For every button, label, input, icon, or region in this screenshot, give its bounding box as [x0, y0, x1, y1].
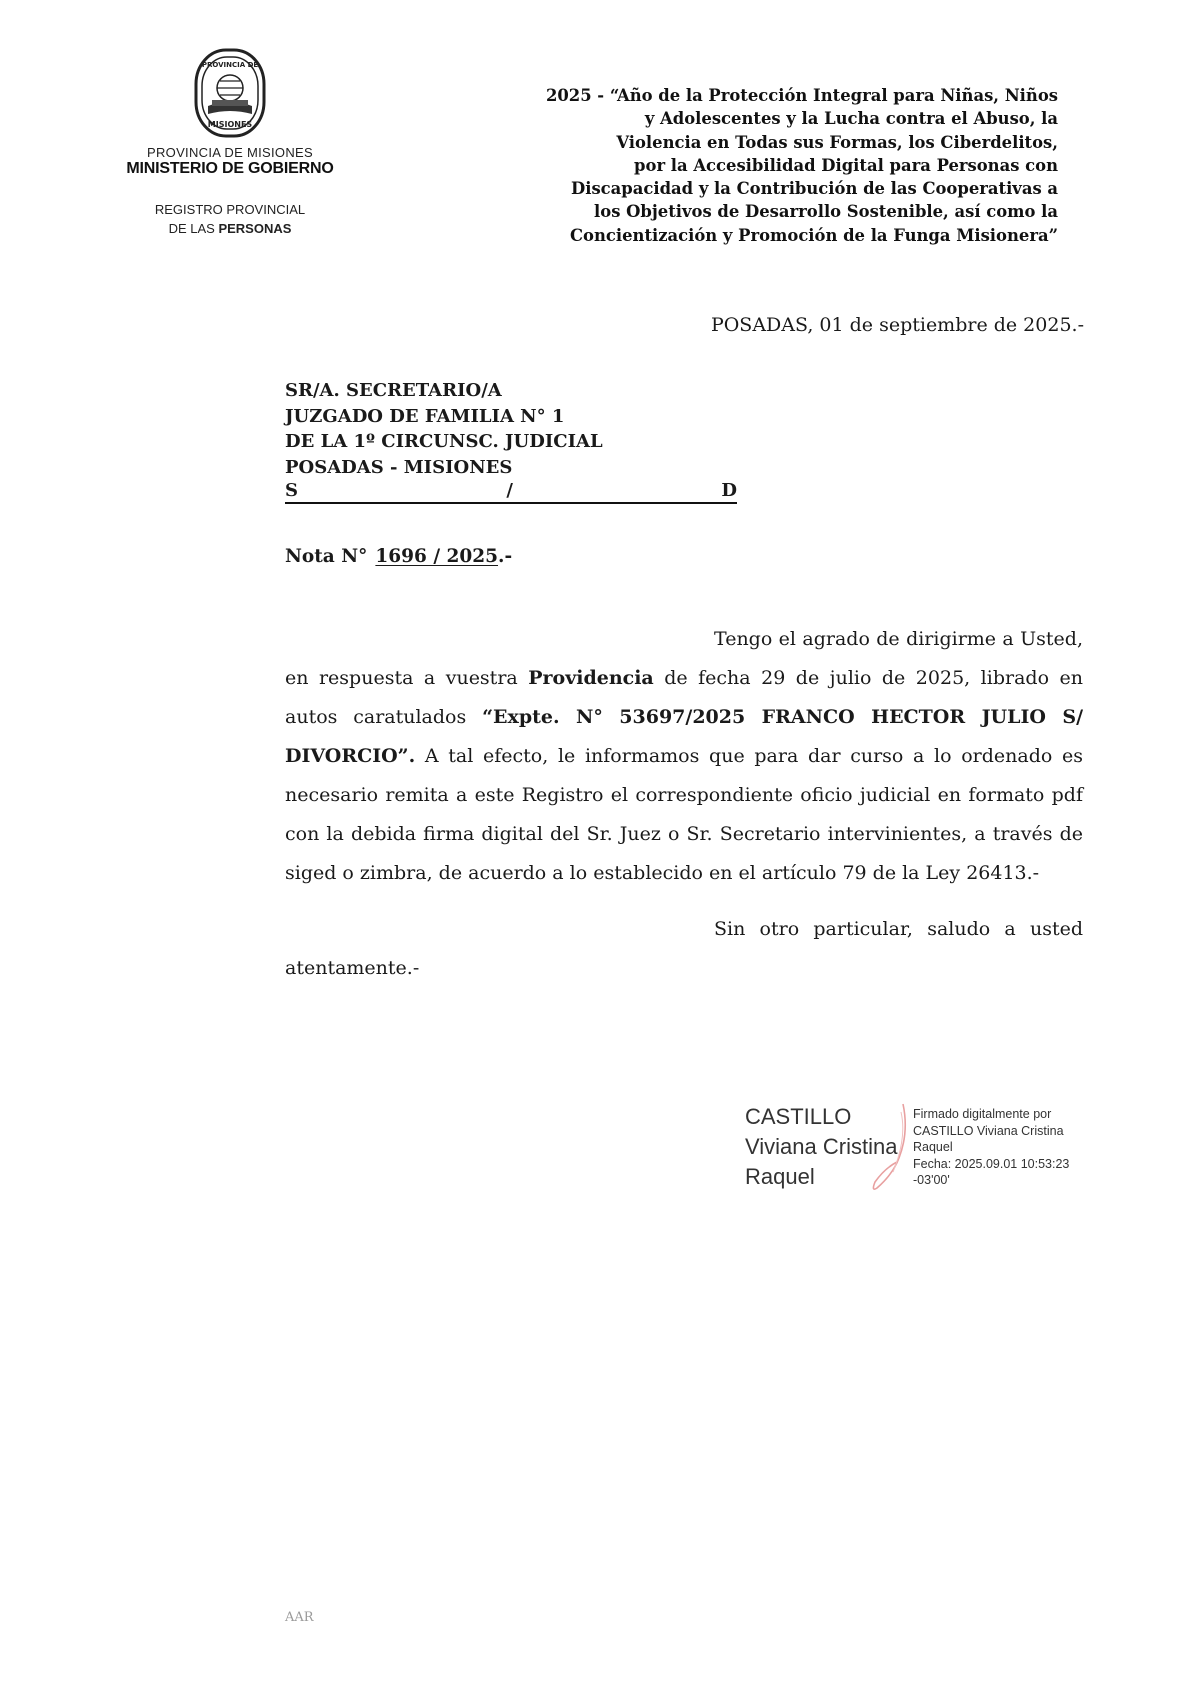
- province-name: PROVINCIA DE MISIONES: [147, 145, 313, 160]
- addressee-line: POSADAS - MISIONES: [285, 456, 513, 478]
- body-paragraph: [285, 620, 1083, 893]
- note-number-line: [285, 546, 512, 567]
- signer-name-line: Viviana Cristina: [745, 1134, 898, 1159]
- signer-name-line: CASTILLO: [745, 1104, 852, 1129]
- signature-info-line: -03'00': [913, 1173, 950, 1187]
- registry-name-line2: [110, 219, 350, 238]
- misiones-seal-icon: [182, 48, 278, 138]
- signature-info-line: Firmado digitalmente por: [913, 1107, 1052, 1121]
- body-text-rest: A tal efecto, le informamos que para dar curso a lo ordenado es necesario remita a este Registro el correspondiente oficio judicial en formato pdf con la debida firma digital del Sr. Juez o Sr. Secretario intervinientes, a través de siged o zimbra, de acuerdo a lo establecido en el artículo 79 de la Ley 26413.-: [285, 745, 1083, 884]
- registry-name-line1: REGISTRO PROVINCIAL: [154, 202, 306, 217]
- note-prefix: Nota N°: [285, 546, 368, 567]
- letter-body: [285, 620, 1083, 988]
- registry-line2-bold: PERSONAS: [218, 221, 292, 236]
- registry-line2-prefix: DE LAS: [168, 221, 215, 236]
- case-reference: “Expte. N° 53697/2025 FRANCO HECTOR JULIO S/ DIVORCIO”.: [285, 706, 1084, 767]
- providencia-label: Providencia: [528, 667, 654, 689]
- motto-line: los Objetivos de Desarrollo Sostenible, así como la: [594, 202, 1058, 222]
- seal-text-top: PROVINCIA DE: [201, 61, 259, 69]
- addressee-line: DE LA 1º CIRCUNSC. JUDICIAL: [285, 431, 603, 452]
- signature-info-line: Raquel: [913, 1140, 953, 1154]
- motto-line: y Adolescentes y la Lucha contra el Abuso, la: [644, 109, 1058, 129]
- motto-line: Violencia en Todas sus Formas, los Ciberdelitos,: [616, 132, 1058, 152]
- typist-initials: AAR: [285, 1610, 314, 1625]
- seal-text-bottom: MISIONES: [207, 120, 253, 129]
- motto-line: por la Accesibilidad Digital para Personas con: [634, 155, 1058, 175]
- signature-details: [913, 1106, 1069, 1189]
- salutation-sd-line: [285, 480, 737, 504]
- body-text-mid: de fecha 29 de julio de 2025, librado en autos caratulados: [285, 667, 1083, 728]
- note-number: 1696 / 2025: [375, 546, 499, 567]
- sd-d: D: [721, 480, 737, 501]
- body-text-intro: Tengo el agrado de dirigirme a Usted, en respuesta a vuestra: [285, 628, 1083, 689]
- year-motto: [440, 84, 1058, 247]
- signature-info-line: CASTILLO Viviana Cristina: [913, 1123, 1064, 1138]
- digital-signature: [745, 1102, 1095, 1194]
- ministry-name: MINISTERIO DE GOBIERNO: [126, 160, 334, 177]
- motto-line: Discapacidad y la Contribución de las Cooperativas a: [571, 179, 1058, 199]
- institution-logo-block: [110, 48, 350, 238]
- signature-info-line: Fecha: 2025.09.01 10:53:23: [913, 1156, 1070, 1171]
- addressee-line: JUZGADO DE FAMILIA N° 1: [285, 405, 565, 427]
- motto-line: Concientización y Promoción de la Funga Misionera”: [570, 225, 1058, 245]
- sd-slash: /: [506, 480, 513, 501]
- addressee-block: [285, 378, 737, 504]
- note-suffix: .-: [498, 546, 513, 567]
- addressee-line: SR/A. SECRETARIO/A: [285, 380, 502, 401]
- document-date: POSADAS, 01 de septiembre de 2025.-: [710, 314, 1084, 336]
- motto-line: 2025 - “Año de la Protección Integral para Niñas, Niños: [545, 86, 1058, 105]
- signer-name-line: Raquel: [745, 1164, 815, 1189]
- sd-s: S: [285, 480, 298, 501]
- closing-paragraph: Sin otro particular, saludo a usted atentamente.-: [285, 918, 1083, 979]
